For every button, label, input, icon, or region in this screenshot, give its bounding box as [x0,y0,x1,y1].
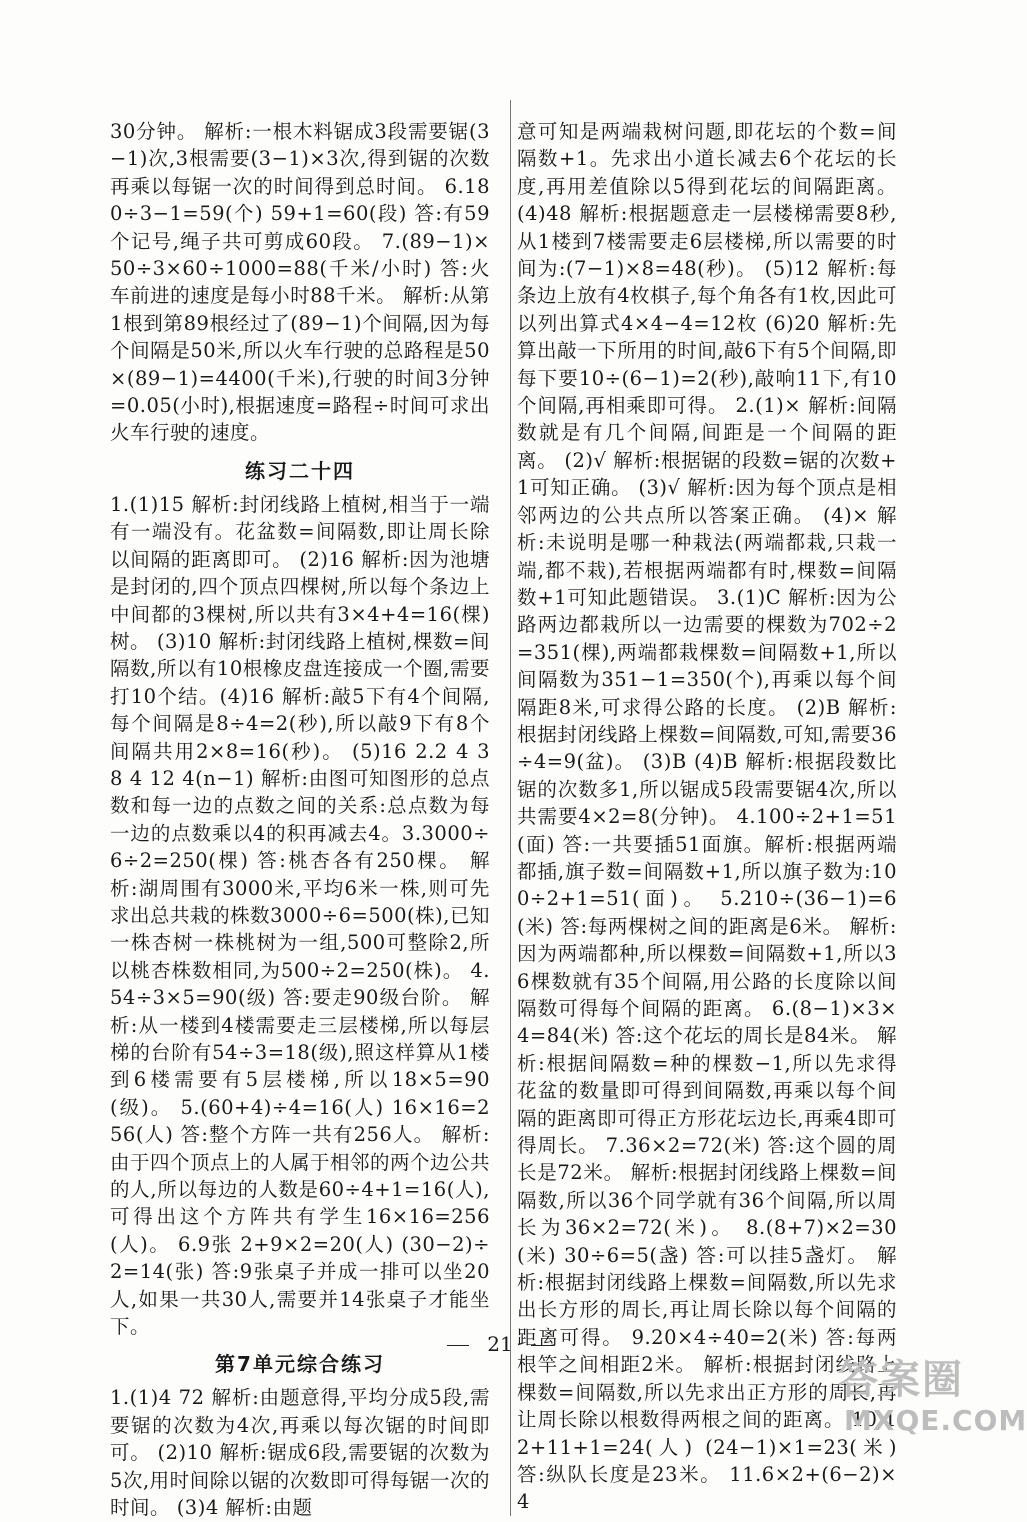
watermark-url: MXQE.COM [844,1404,1027,1437]
footer-dash-left [447,1345,469,1346]
left-paragraph-1: 30分钟。 解析:一根木料锯成3段需要锯(3−1)次,3根需要(3−1)×3次,得到锯的次数再乘以每锯一次的时间得到总时间。 6.180÷3−1=59(个) 59+1=60(段) 答:有59个记号,绳子共可剪成60段。 7.(89−1)×50÷3×60÷1000=88(千米/小时) 答:火车前进的速度是每小时88千米。 解析:从第1根到第89根经过了(89−1)个间隔,因为每个间隔是50米,所以火车行驶的总路程是50×(89−1)=4400(千米),行驶的时间3分钟=0.05(小时),根据速度=路程÷时间可求出火车行驶的速度。 [110,120,490,445]
footer-dash-right [531,1345,553,1346]
watermark-logo [838,1356,1027,1446]
left-paragraph-2: 1.(1)15 解析:封闭线路上植树,相当于一端有一端没有。花盆数=间隔数,即让周长除以间隔的距离即可。 (2)16 解析:因为池塘是封闭的,四个顶点四棵树,所以每个条边上中间都的3棵树,所以共有3×4+4=16(棵)树。 (3)10 解析:封闭线路上植树,棵数=间隔数,所以有10根橡皮盘连接成一个圈,需要打10个结。(4)16 解析:敲5下有4个间隔,每个间隔是8÷4=2(秒),所以敲9下有8个间隔共用2×8=16(秒)。 (5)16 2.2 4 3 8 4 12 4(n−1) 解析:由图可知图形的总点数和每一边的点数之间的关系:总点数为每一边的点数乘以4的积再减去4。3.3000÷6÷2=250(棵) 答:桃杏各有250棵。 解析:湖周围有3000米,平均6米一株,则可先求出总共栽的株数3000÷6=500(株),已知一株杏树一株桃树为一组,500可整除2,所以桃杏株数相同,为500÷2=250(株)。 4.54÷3×5=90(级) 答:要走90级台阶。 解析:从一楼到4楼需要走三层楼梯,所以每层梯的台阶有54÷3=18(级),照这样算从1楼到6楼需要有5层楼梯,所以18×5=90(级)。 5.(60+4)÷4=16(人) 16×16=256(人) 答:整个方阵一共有256人。 解析:由于四个顶点上的人属于相邻的两个边公共的人,所以每边的人数是60÷4+1=16(人),可得出这个方阵共有学生16×16=256(人)。 6.9张 2+9×2=20(人) (30−2)÷2=14(张) 答:9张桌子并成一排可以坐20人,如果一共30人,需要并14张桌子才能坐下。 [110,492,491,1339]
right-column [510,100,897,1516]
left-paragraph-3: 1.(1)4 72 解析:由题意得,平均分成5段,需要锯的次数为4次,再乘以每次锯的时间即可。 (2)10 解析:锯成6段,需要锯的次数为5次,用时间除以锯的次数即可得每锯一次的时间。 (3)4 解析:由题 [110,1386,490,1520]
section-heading-unit-7: 第7单元综合练习 [215,1352,385,1377]
left-column [110,118,490,1522]
section-heading-exercise-24: 练习二十四 [245,458,355,483]
page-footer [0,1332,1000,1356]
page-number: 21 [487,1332,513,1356]
right-paragraph-1: 意可知是两端栽树问题,即花坛的个数=间隔数+1。先求出小道长减去6个花坛的长度,再用差值除以5得到花坛的间隔距离。 (4)48 解析:根据题意走一层楼梯需要8秒,从1楼到7楼需要走6层楼梯,所以需要的时间为:(7−1)×8=48(秒)。 (5)12 解析:每条边上放有4枚棋子,每个角各有1枚,因此可以列出算式4×4−4=12枚 (6)20 解析:先算出敲一下所用的时间,敲6下有5个间隔,即每下要10÷(6−1)=2(秒),敲响11下,有10个间隔,再相乘即可得。 2.(1)× 解析:间隔数就是有几个间隔,间距是一个间隔的距离。 (2)√ 解析:根据锯的段数=锯的次数+1可知正确。 (3)√ 解析:因为每个顶点是相邻两边的公共点所以答案正确。 (4)× 解析:未说明是哪一种栽法(两端都栽,只栽一端,都不栽),若根据两端都有时,棵数=间隔数+1可知此题错误。 3.(1)C 解析:因为公路两边都栽所以一边需要的棵数为702÷2=351(棵),两端都栽棵数=间隔数+1,所以间隔数为351−1=350(个),再乘以每个间隔距8米,可求得公路的长度。 (2)B 解析:根据封闭线路上棵数=间隔数,可知,需要36÷4=9(盆)。 (3)B (4)B 解析:根据段数比锯的次数多1,所以锯成5段需要锯4次,所以共需要4×2=8(分钟)。 4.100÷2+1=51(面) 答:一共要插51面旗。解析:根据两端都插,旗子数=间隔数+1,所以旗子数为:100÷2+1=51(面)。 5.210÷(36−1)=6(米) 答:每两棵树之间的距离是6米。 解析:因为两端都种,所以棵数=间隔数+1,所以36棵数就有35个间隔,用公路的长度除以间隔数可得每个间隔的距离。 6.(8−1)×3×4=84(米) 答:这个花坛的周长是84米。 解析:根据间隔数=种的棵数−1,所以先求得花盆的数量即可得到间隔数,再乘以每个间隔的距离即可得正方形花坛边长,再乘4即可得周长。 7.36×2=72(米) 答:这个圆的周长是72米。 解析:根据封闭线路上棵数=间隔数,所以36个同学就有36个间隔,所以周长为36×2=72(米)。 8.(8+7)×2=30(米) 30÷6=5(盏) 答:可以挂5盏灯。 解析:根据封闭线路上棵数=间隔数,所以先求出长方形的周长,再让周长除以每个间隔的距离可得。 9.20×4÷40=2(米) 答:每两根竿之间相距2米。 解析:根据封闭线路上棵数=间隔数,所以先求出正方形的周长,再让周长除以根数得两根之间的距离。 10.12+11+1=24(人) (24−1)×1=23(米) 答:纵队长度是23米。 11.6×2+(6−2)×4 [517,120,897,1514]
watermark-title: 答案圈 [838,1357,964,1403]
